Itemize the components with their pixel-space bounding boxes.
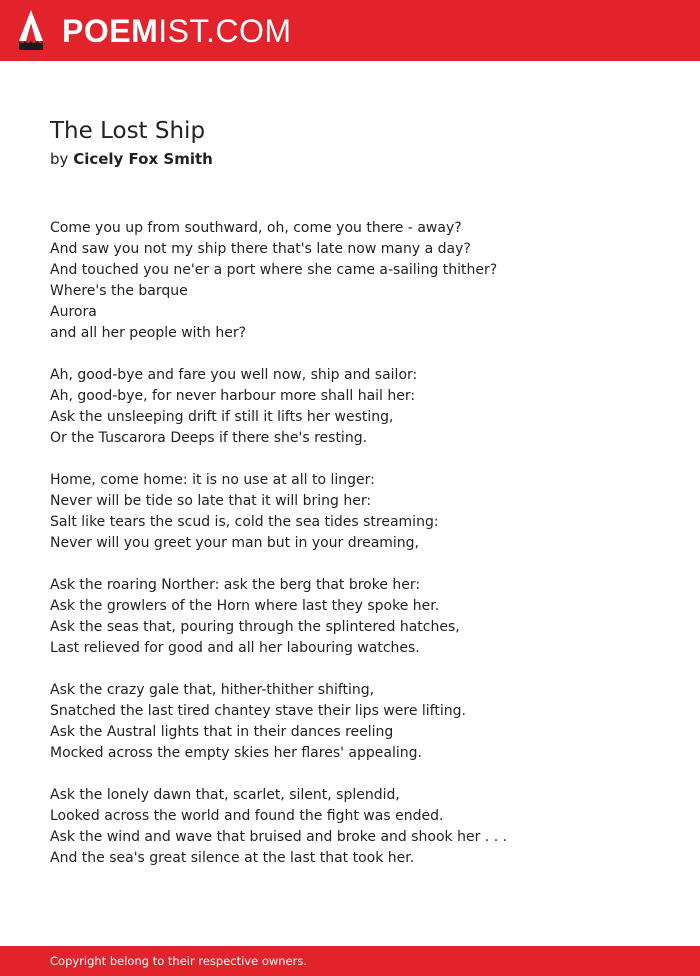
poem-line: Never will you greet your man but in your dreaming, <box>50 535 420 551</box>
poem-title: The Lost Ship <box>50 118 206 144</box>
site-logo[interactable] <box>62 13 292 49</box>
stanza <box>50 680 670 764</box>
poem-line: Snatched the last tired chantey stave their lips were lifting. <box>50 703 466 719</box>
poem-line: Or the Tuscarora Deeps if there she's resting. <box>50 430 368 446</box>
byline <box>50 148 213 170</box>
poem-line: Ask the roaring Norther: ask the berg that broke her: <box>50 577 421 593</box>
poem-line: Ask the crazy gale that, hither-thither shifting, <box>50 682 375 698</box>
poem-line: Ask the lonely dawn that, scarlet, silent, splendid, <box>50 787 400 803</box>
copyright-notice: Copyright belong to their respective owners. <box>50 954 308 968</box>
poem-line: Looked across the world and found the fight was ended. <box>50 808 444 824</box>
poem-line: Ah, good-bye and fare you well now, ship and sailor: <box>50 367 418 383</box>
poem-line: Ask the Austral lights that in their dances reeling <box>50 724 394 740</box>
site-footer <box>0 946 700 976</box>
logo-text-light: IST.COM <box>158 13 292 49</box>
poem-line: And touched you ne'er a port where she came a-sailing thither? <box>50 262 498 278</box>
site-header <box>0 0 700 61</box>
poem-line: Last relieved for good and all her labouring watches. <box>50 640 420 656</box>
poem-body <box>50 218 670 890</box>
logo-text-bold: POEM <box>62 13 159 49</box>
author-name: Cicely Fox Smith <box>73 150 213 168</box>
poem-line: And saw you not my ship there that's late now many a day? <box>50 241 471 257</box>
poem-line: Mocked across the empty skies her flares' appealing. <box>50 745 422 761</box>
poem-line: Come you up from southward, oh, come you there - away? <box>50 220 462 236</box>
pencil-tip-icon <box>19 10 43 50</box>
stanza <box>50 575 670 659</box>
poem-line: Ask the seas that, pouring through the splintered hatches, <box>50 619 460 635</box>
by-label: by <box>50 150 69 168</box>
poem-line: And the sea's great silence at the last that took her. <box>50 850 415 866</box>
poem-line: and all her people with her? <box>50 325 247 341</box>
poem-line: Ask the unsleeping drift if still it lifts her westing, <box>50 409 394 425</box>
poem-line: Ask the wind and wave that bruised and broke and shook her . . . <box>50 829 508 845</box>
poem-line: Home, come home: it is no use at all to linger: <box>50 472 375 488</box>
poem-line: Aurora <box>50 304 97 320</box>
stanza <box>50 470 670 554</box>
stanza <box>50 365 670 449</box>
stanza <box>50 218 670 344</box>
poem-line: Ah, good-bye, for never harbour more shall hail her: <box>50 388 416 404</box>
poem-line: Never will be tide so late that it will bring her: <box>50 493 372 509</box>
poem-line: Ask the growlers of the Horn where last they spoke her. <box>50 598 440 614</box>
poem-line: Salt like tears the scud is, cold the sea tides streaming: <box>50 514 439 530</box>
stanza <box>50 785 670 869</box>
poem-line: Where's the barque <box>50 283 188 299</box>
